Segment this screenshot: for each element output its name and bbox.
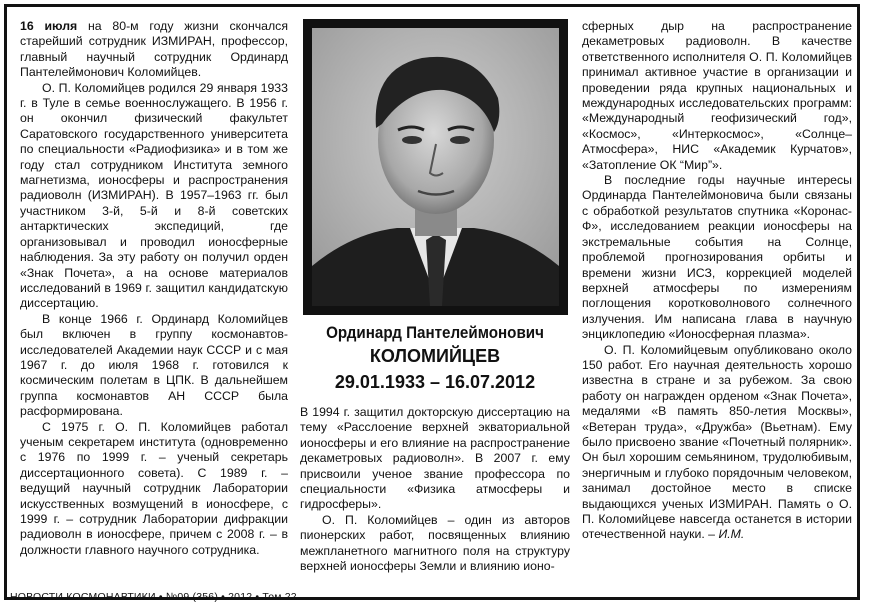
magazine-footer: НОВОСТИ КОСМОНАВТИКИ • №09 (356) • 2012 • Том 22	[10, 591, 297, 603]
portrait-image	[312, 28, 559, 306]
article-column-1	[20, 19, 288, 558]
portrait-photo	[303, 19, 568, 315]
person-surname: КОЛОМИЙЦЕВ	[369, 346, 501, 366]
paragraph: О. П. Коломийцев – один из авторов пионерских работ, посвященных влиянию межпланетного магнитного поля на структуру верхней ионосферы Земли и влиянию ионо-	[300, 512, 570, 574]
article-column-2	[300, 405, 570, 574]
paragraph: О. П. Коломийцев родился 29 января 1933 г. в Туле в семье военнослужащего. В 1956 г. он окончил физический факультет Саратовского государственного университета по специальности «Радиофизика» и в том же году стал сотрудником Института земного магнетизма, ионосферы и распространения радиоволн (ИЗМИРАН). В 1957–1963 гг. был участником 3-й, 5-й и 8-й советских антарктических экспедиций, где организовывал и проводил ионосферные наблюдения. За эту работу он получил орден «Знак Почета», а на основе материалов исследований в 1969 г. защитил кандидатскую диссертацию.	[20, 80, 288, 311]
lead-date: 16 июля	[20, 19, 78, 33]
paragraph: В последние годы научные интересы Ординарда Пантелеймоновича были связаны с обработкой результатов спутника «Коронас-Ф», исследованием реакции ионосферы на экстремальные события на Солнце, проблемой прогнозирования орбиты и времени жизни ИСЗ, коррекцией моделей верхней атмосферы по измерениям поглощения коротковолнового солнечного излучения. Им написана глава в научную энциклопедию «Ионосферная плазма».	[582, 173, 852, 342]
person-first-names: Ординард Пантелеймонович	[326, 324, 544, 342]
paragraph: сферных дыр на распространение декаметровых радиоволн. В качестве ответственного исполнителя О. П. Коломийцев принимал активное участие в организации и проведении ряда крупных национальных и международных исследовательских программ: «Международный геофизический год», «Космос», «Интеркосмос», «Солнце–Атмосфера», НИС «Академик Курчатов», «Затопление ОК “Мир”».	[582, 19, 852, 172]
paragraph: В 1994 г. защитил докторскую диссертацию на тему «Расслоение верхней экваториальной ионосферы и его влияние на распространение декаметровых радиоволн». В 2007 г. ему присвоили ученое звание профессора по специальности «Физика атмосферы и гидросферы».	[300, 405, 570, 512]
article-column-3	[582, 19, 852, 543]
life-dates: 29.01.1933 – 16.07.2012	[334, 372, 536, 392]
signature: И.М.	[718, 527, 745, 542]
paragraph: В конце 1966 г. Ординард Коломийцев был включен в группу космонавтов-исследователей Академии наук СССР и с мая 1967 г. до июля 1968 г. готовился к космическим полетам в ЦПК. В дальнейшем группа космонавтов АН СССР была расформирована.	[20, 311, 288, 419]
paragraph: О. П. Коломийцевым опубликовано около 150 работ. Его научная деятельность хорошо известна в стране и за рубежом. За свою работу он награжден орденом «Знак Почета», медалями «В память 850-летия Москвы», «Ветеран труда», «Дружба» (Вьетнам). Ему было присвоено звание «Почетный полярник». Он был хорошим семьянином, трудолюбивым, энергичным и глубоко порядочным человеком, занимал достойное место в списке выдающихся ученых ИЗМИРАН. Память о О. П. Коломийцеве навсегда останется в истории отечественной науки. – И.М.	[582, 342, 852, 542]
obituary-caption	[300, 322, 570, 394]
paragraph: 16 июля на 80-м году жизни скончался старейший сотрудник ИЗМИРАН, профессор, главный научный сотрудник Ординард Пантелеймонович Коломийцев.	[20, 19, 288, 80]
paragraph: С 1975 г. О. П. Коломийцев работал ученым секретарем института (одновременно с 1976 по 1999 г. – ученый секретарь диссертационного совета). С 1989 г. – ведущий научный сотрудник Лаборатории искусственных возмущений в ионосфере, с 1999 г. – сотрудник Лаборатории дифракции радиоволн в ионосфере, причем с 2008 г. – в должности главного научного сотрудника.	[20, 419, 288, 557]
